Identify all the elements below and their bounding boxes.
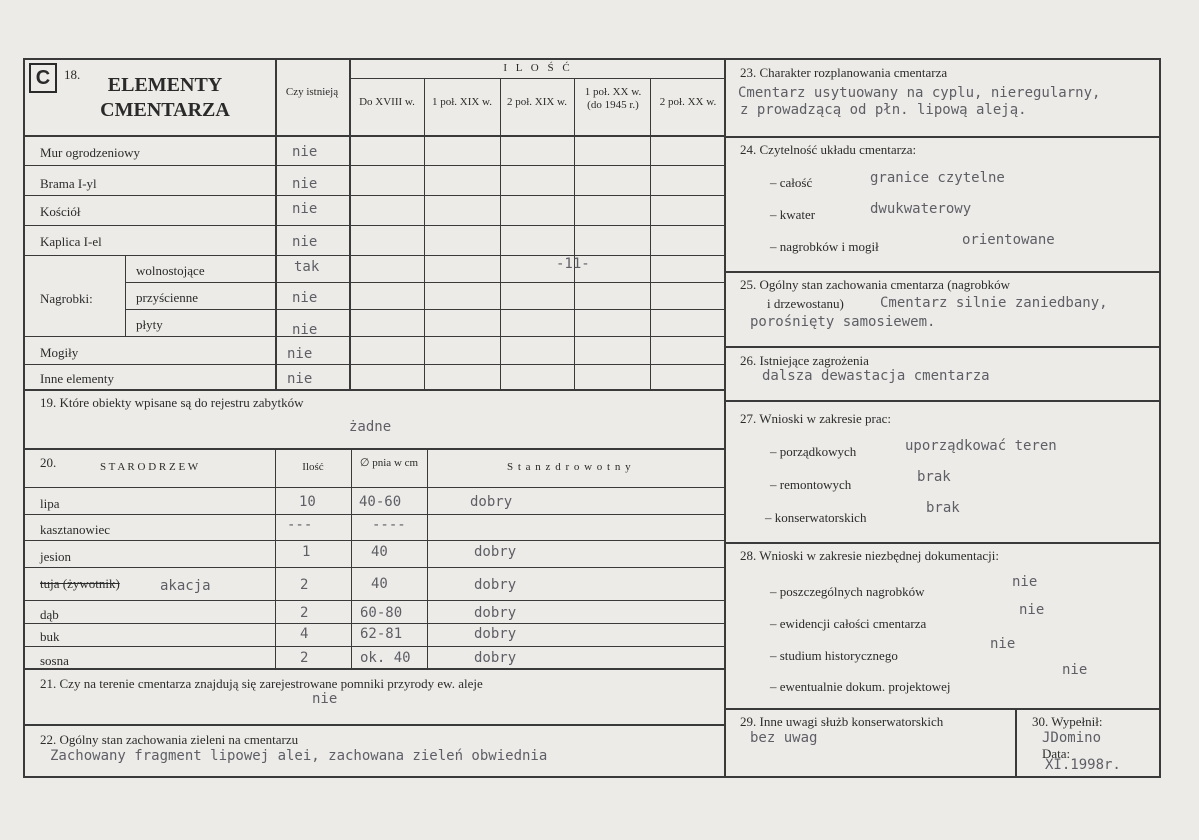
works-label: – remontowych bbox=[770, 477, 852, 492]
tree-count: 4 bbox=[300, 626, 309, 642]
section-22-answer: Zachowany fragment lipowej alei, zachowana zieleń obwiednia bbox=[50, 748, 548, 764]
date-value: XI.1998r. bbox=[1045, 757, 1121, 773]
count-note: -11- bbox=[556, 256, 590, 272]
period-header-2: 1 poł. XIX w. bbox=[431, 96, 493, 108]
tree-name: lipa bbox=[40, 496, 60, 511]
element-exists-value: nie bbox=[292, 201, 318, 217]
period-header-4: 1 poł. XX w. (do 1945 r.) bbox=[584, 86, 642, 111]
works-value: brak bbox=[917, 469, 951, 485]
section-27-question: 27. Wnioski w zakresie prac: bbox=[740, 411, 892, 426]
tree-name: sosna bbox=[40, 653, 69, 668]
element-label: Mogiły bbox=[40, 345, 79, 360]
section-18-number: 18. bbox=[64, 67, 81, 82]
col-state-header: S t a n z d r o w o t n y bbox=[507, 461, 632, 473]
section-25-answer-line2: porośnięty samosiewem. bbox=[750, 314, 936, 330]
tree-state: dobry bbox=[474, 626, 517, 642]
col-count-header: Ilość bbox=[302, 461, 324, 473]
tree-count: 2 bbox=[300, 605, 309, 621]
documentation-label: – studium historycznego bbox=[770, 648, 898, 663]
period-header-1: Do XVIII w. bbox=[359, 96, 415, 108]
section-30-question: 30. Wypełnił: bbox=[1032, 714, 1103, 729]
documentation-label: – ewentualnie dokum. projektowej bbox=[770, 679, 951, 694]
col-diam-header: ∅ pnia w cm bbox=[359, 457, 419, 469]
element-label: Brama I-yl bbox=[40, 176, 97, 191]
tree-count: 2 bbox=[300, 577, 309, 593]
filled-by-value: JDomino bbox=[1042, 730, 1102, 746]
legibility-label: – nagrobków i mogił bbox=[770, 239, 879, 254]
documentation-label: – poszczególnych nagrobków bbox=[770, 584, 925, 599]
tree-name: dąb bbox=[40, 607, 59, 622]
documentation-value: nie bbox=[1019, 602, 1045, 618]
works-value: brak bbox=[926, 500, 960, 516]
tree-diam: 40 bbox=[371, 576, 388, 592]
legibility-label: – kwater bbox=[770, 207, 816, 222]
tree-diam: 40 bbox=[371, 544, 388, 560]
section-18-title-line2: CMENTARZA bbox=[100, 99, 230, 121]
element-exists-value: nie bbox=[292, 322, 318, 338]
legibility-value: granice czytelne bbox=[870, 170, 1005, 186]
period-header-3: 2 poł. XIX w. bbox=[506, 96, 568, 108]
section-19-question: 19. Które obiekty wpisane są do rejestru zabytków bbox=[40, 395, 304, 410]
nagrobki-label: Nagrobki: bbox=[40, 291, 93, 306]
tree-count: 1 bbox=[302, 544, 311, 560]
section-24-question: 24. Czytelność układu cmentarza: bbox=[740, 142, 917, 157]
tree-diam: ---- bbox=[372, 517, 406, 533]
section-23-answer-line2: z prowadzącą od płn. lipową aleją. bbox=[740, 102, 1027, 118]
section-26-answer: dalsza dewastacja cmentarza bbox=[762, 368, 990, 384]
section-25-answer-line1: Cmentarz silnie zaniedbany, bbox=[880, 295, 1108, 311]
section-29-question: 29. Inne uwagi służb konserwatorskich bbox=[740, 714, 944, 729]
legibility-label: – całość bbox=[770, 175, 813, 190]
element-exists-value: nie bbox=[287, 346, 313, 362]
section-25-question-cont: i drzewostanu) bbox=[767, 296, 844, 311]
tree-count: 2 bbox=[300, 650, 309, 666]
documentation-label: – ewidencji całości cmentarza bbox=[770, 616, 927, 631]
element-label: Kaplica I-el bbox=[40, 234, 102, 249]
col-exists-header: Czy istnieją bbox=[285, 86, 339, 98]
tree-name-struck: tuja (żywotnik) bbox=[40, 576, 120, 591]
section-20-number: 20. bbox=[40, 455, 57, 470]
tree-count: --- bbox=[287, 517, 313, 533]
tree-state: dobry bbox=[474, 650, 517, 666]
tree-diam: 40-60 bbox=[359, 494, 402, 510]
documentation-value: nie bbox=[1062, 662, 1088, 678]
section-23-question: 23. Charakter rozplanowania cmentarza bbox=[740, 65, 948, 80]
works-value: uporządkować teren bbox=[905, 438, 1057, 454]
works-label: – porządkowych bbox=[770, 444, 857, 459]
ilosc-header: I L O Ś Ć bbox=[503, 62, 573, 74]
element-exists-value: nie bbox=[292, 234, 318, 250]
element-exists-value: nie bbox=[292, 290, 318, 306]
element-label: przyścienne bbox=[136, 290, 199, 305]
tree-diam: 60-80 bbox=[360, 605, 403, 621]
period-header-5: 2 poł. XX w. bbox=[659, 96, 717, 108]
element-label: Kościół bbox=[40, 204, 81, 219]
section-18-title-line1: ELEMENTY bbox=[107, 74, 223, 96]
legibility-value: dwukwaterowy bbox=[870, 201, 972, 217]
tree-diam: 62-81 bbox=[360, 626, 403, 642]
documentation-value: nie bbox=[1012, 574, 1038, 590]
element-exists-value: nie bbox=[292, 144, 318, 160]
date-label: Data: bbox=[1042, 746, 1071, 761]
element-label: płyty bbox=[136, 317, 163, 332]
section-19-answer: żadne bbox=[349, 419, 392, 435]
element-label: Inne elementy bbox=[40, 371, 114, 386]
tree-state: dobry bbox=[474, 605, 517, 621]
tree-diam: ok. 40 bbox=[360, 650, 411, 666]
tree-state: dobry bbox=[470, 494, 513, 510]
element-exists-value: nie bbox=[292, 176, 318, 192]
tree-name: jesion bbox=[40, 549, 72, 564]
works-label: – konserwatorskich bbox=[765, 510, 867, 525]
legibility-value: orientowane bbox=[962, 232, 1055, 248]
tree-count: 10 bbox=[299, 494, 316, 510]
tree-name: buk bbox=[40, 629, 60, 644]
section-29-answer: bez uwag bbox=[750, 730, 818, 746]
section-28-question: 28. Wnioski w zakresie niezbędnej dokumentacji: bbox=[740, 548, 999, 563]
starodrzew-title: S T A R O D R Z E W bbox=[100, 461, 199, 473]
section-26-question: 26. Istniejące zagrożenia bbox=[740, 353, 869, 368]
element-exists-value: tak bbox=[294, 259, 320, 275]
card-letter-box: C bbox=[29, 63, 57, 93]
section-25-question: 25. Ogólny stan zachowania cmentarza (nagrobków bbox=[740, 277, 1011, 292]
tree-state: dobry bbox=[474, 577, 517, 593]
element-label: Mur ogrodzeniowy bbox=[40, 145, 141, 160]
documentation-value: nie bbox=[990, 636, 1016, 652]
element-label: wolnostojące bbox=[136, 263, 205, 278]
section-21-answer: nie bbox=[312, 691, 338, 707]
section-21-question: 21. Czy na terenie cmentarza znajdują się zarejestrowane pomniki przyrody ew. aleje bbox=[40, 676, 483, 691]
tree-name: kasztanowiec bbox=[40, 522, 111, 537]
tree-state: dobry bbox=[474, 544, 517, 560]
section-23-answer-line1: Cmentarz usytuowany na cyplu, nieregularny, bbox=[738, 85, 1101, 101]
tree-name-typed: akacja bbox=[160, 578, 211, 594]
element-exists-value: nie bbox=[287, 371, 313, 387]
section-22-question: 22. Ogólny stan zachowania zieleni na cmentarzu bbox=[40, 732, 299, 747]
